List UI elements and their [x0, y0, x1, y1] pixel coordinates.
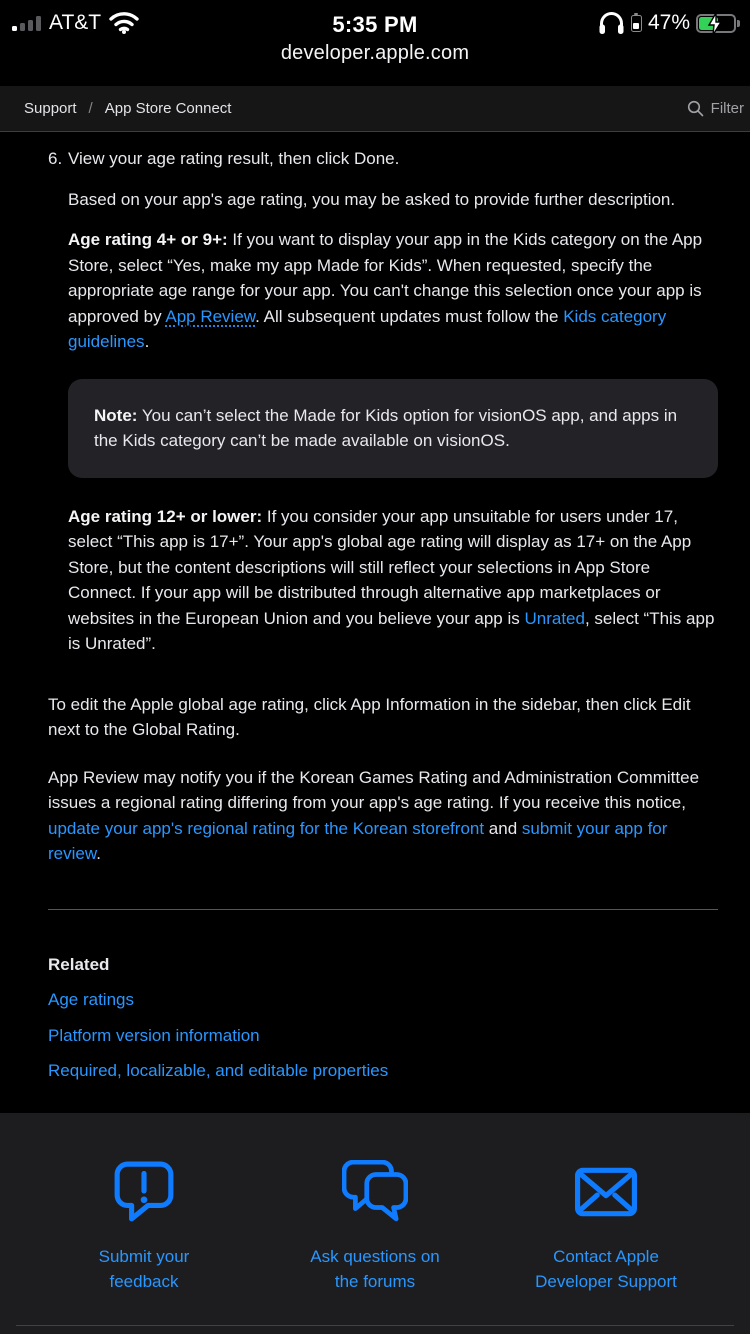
earbud-battery-icon [631, 13, 642, 33]
breadcrumb-app-store-connect-link[interactable]: App Store Connect [104, 100, 232, 117]
wifi-icon [109, 12, 139, 34]
ordered-list-item-6 [48, 146, 718, 672]
paragraph-edit-global-rating: To edit the Apple global age rating, click App Information in the sidebar, then click Edit next to the Global Rating. [48, 694, 691, 739]
age-rating-12-lead: Age rating 12+ or lower: [68, 506, 263, 526]
note-lead: Note: [94, 405, 138, 425]
contact-support-link[interactable]: Contact Apple Developer Support [535, 1247, 677, 1291]
url-domain[interactable]: developer.apple.com [280, 42, 470, 64]
unrated-link[interactable]: Unrated [524, 608, 585, 628]
paragraph-age-rating-4-9: Age rating 4+ or 9+: If you want to display your app in the Kids category on the App Store, select “Yes, make my app Made for Kids”. When requested, specify the appropriate age range for your app. You can't change this selection once your app is approved by App Review. All subsequent updates must follow the Kids category guidelines. [68, 230, 703, 351]
footer-item-contact[interactable] [491, 1160, 722, 1334]
safari-address-bar[interactable] [0, 40, 750, 86]
search-icon [687, 100, 704, 117]
filter-label: Filter [710, 100, 744, 117]
cellular-signal-icon [12, 16, 41, 31]
note-callout: Note: You can’t select the Made for Kids option for visionOS app, and apps in the Kids category can’t be made available on visionOS. [68, 379, 718, 478]
app-review-link[interactable]: App Review [165, 306, 256, 326]
submit-feedback-link[interactable]: Submit your feedback [98, 1247, 190, 1291]
footer-divider [16, 1325, 734, 1326]
list-number: 6. [48, 149, 63, 168]
age-rating-4-9-lead: Age rating 4+ or 9+: [68, 230, 228, 249]
status-bar [0, 0, 750, 40]
clock: 5:35 PM [332, 12, 418, 37]
step-text: View your age rating result, then click Done. [68, 149, 400, 168]
paragraph-based-on-rating: Based on your app's age rating, you may be asked to provide further description. [68, 189, 676, 209]
section-divider [48, 909, 718, 910]
feedback-bubble-icon [113, 1160, 175, 1224]
paragraph-korean-rating: App Review may notify you if the Korean Games Rating and Administration Committee issues a regional rating differing from your app's age rating. If you receive this notice, update your app's regional rating for the Korean storefront and submit your app for review. [48, 767, 700, 863]
korean-storefront-link[interactable]: update your app's regional rating for the Korean storefront [48, 818, 485, 838]
paragraph-age-rating-12: Age rating 12+ or lower: If you consider your app unsuitable for users under 17, select “This app is 17+”. Your app's global age rating will display as 17+ on the App Store, but the content descriptions will still reflect your selections in App Store Connect. If your app will be distributed through alternative app marketplaces or websites in the European Union and you believe your app is Unrated, select “This app is Unrated”. [68, 506, 715, 653]
related-heading: Related [48, 954, 110, 974]
kids-category-guidelines-link[interactable]: Kids category guidelines [68, 306, 667, 351]
related-link-age-ratings[interactable]: Age ratings [48, 990, 134, 1009]
breadcrumb-separator: / [88, 100, 93, 117]
footer-item-feedback[interactable] [29, 1160, 260, 1334]
support-footer [0, 1113, 750, 1334]
mail-envelope-icon [575, 1160, 637, 1224]
battery-percent-label: 47% [647, 11, 690, 34]
forums-bubbles-icon [342, 1160, 408, 1224]
breadcrumb-bar [0, 86, 750, 132]
filter-control[interactable] [687, 100, 744, 117]
related-link-properties[interactable]: Required, localizable, and editable properties [48, 1061, 389, 1080]
submit-app-review-link[interactable]: submit your app for review [48, 818, 668, 863]
headphones-icon [598, 11, 625, 35]
article-content [0, 132, 750, 1113]
related-link-platform-version[interactable]: Platform version information [48, 1025, 260, 1045]
breadcrumb-support-link[interactable]: Support [24, 100, 77, 117]
ask-forums-link[interactable]: Ask questions on the forums [310, 1247, 440, 1291]
breadcrumb [24, 100, 231, 117]
footer-item-forums[interactable] [260, 1160, 491, 1334]
carrier-label: AT&T [49, 11, 102, 34]
charging-battery-icon [696, 14, 736, 33]
